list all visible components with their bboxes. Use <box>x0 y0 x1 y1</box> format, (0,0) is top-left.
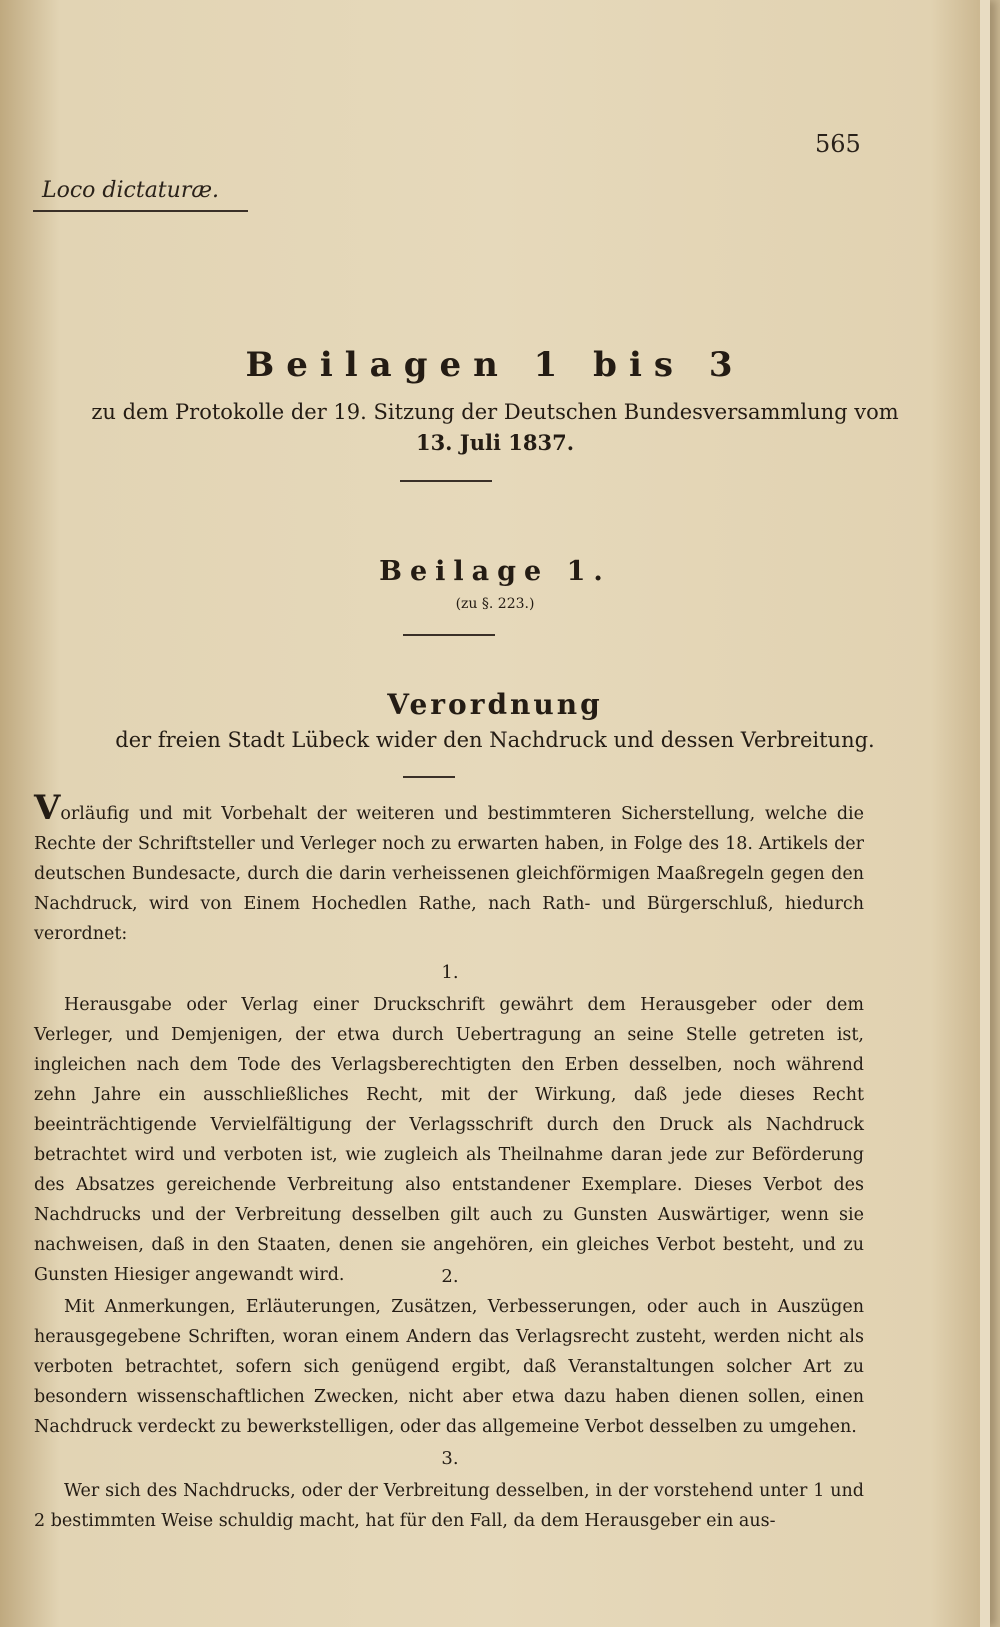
section-paragraph: Herausgabe oder Verlag einer Druckschrift gewährt dem Herausgeber oder dem Verleger, und Demjenigen, der etwa durch Uebertragung an seine Stelle getreten ist, ingleichen nach dem Tode des Verlagsberechtigten den Erben desselben, noch während zehn Jahre ein ausschließliches Recht, mit der Wirkung, daß jede dieses Recht beeinträchtigende Vervielfältigung der Verlagsschrift durch den Druck als Nachdruck betrachtet wird und verboten ist, wie zugleich als Theilnahme daran jede zur Beförderung des Absatzes gereichende Verbreitung also entstandener Exemplare. Dieses Verbot des Nachdrucks und der Verbreitung desselben gilt auch zu Gunsten Auswärtiger, wenn sie nachweisen, daß in den Staaten, denen sie angehören, ein gleiches Verbot besteht, und zu Gunsten Hiesiger angewandt wird. <box>34 995 864 1285</box>
section-paragraph: Mit Anmerkungen, Erläuterungen, Zusätzen, Verbesserungen, oder auch in Auszügen herausgegebene Schriften, woran einem Andern das Verlagsrecht zusteht, werden nicht als verboten betrachtet, sofern sich genügend ergibt, daß Veranstaltungen solcher Art zu besondern wissenschaftlichen Zwecken, nicht aber etwa dazu haben dienen sollen, einen Nachdruck verdeckt zu bewerkstelligen, oder das allgemeine Verbot desselben zu umgehen. <box>34 1297 864 1437</box>
section-number: 1. <box>441 962 459 983</box>
divider <box>403 634 495 636</box>
section-reference: (zu §. 223.) <box>455 596 535 612</box>
verordnung-subtitle: der freien Stadt Lübeck wider den Nachdruck und dessen Verbreitung. <box>115 728 875 752</box>
heading-line-1: zu dem Protokolle der 19. Sitzung der Deutschen Bundesversammlung vom <box>91 400 899 424</box>
loco-underline <box>33 210 248 212</box>
page-number: 565 <box>815 130 861 158</box>
section-paragraph: Wer sich des Nachdrucks, oder der Verbreitung desselben, in der vorstehend unter 1 und 2 bestimmten Weise schuldig macht, hat für den Fall, da dem Herausgeber ein aus- <box>34 1481 864 1531</box>
heading-line-2: 13. Juli 1837. <box>415 430 575 455</box>
loco-dictaturae-note: Loco dictaturæ. <box>42 178 220 203</box>
section-number: 2. <box>441 1266 459 1287</box>
drop-initial: V <box>34 788 61 828</box>
beilage-heading: Beilage 1. <box>379 556 611 587</box>
verordnung-heading: Verordnung <box>387 688 603 721</box>
page-spine-edge <box>980 0 990 1627</box>
intro-text: orläufig und mit Vorbehalt der weiteren und bestimmteren Sicherstellung, welche die Rechte der Schriftsteller und Verleger noch zu erwarten haben, in Folge des 18. Artikels der deutschen Bundesacte, durch die darin verheissenen gleichförmigen Maaßregeln gegen den Nachdruck, wird von Einem Hochedlen Rathe, nach Rath- und Bürgerschluß, hiedurch verordnet: <box>34 804 864 944</box>
section-number: 3. <box>441 1448 459 1469</box>
divider <box>400 480 492 482</box>
intro-paragraph <box>34 788 864 949</box>
main-heading: Beilagen 1 bis 3 <box>245 345 745 385</box>
divider <box>403 776 455 778</box>
